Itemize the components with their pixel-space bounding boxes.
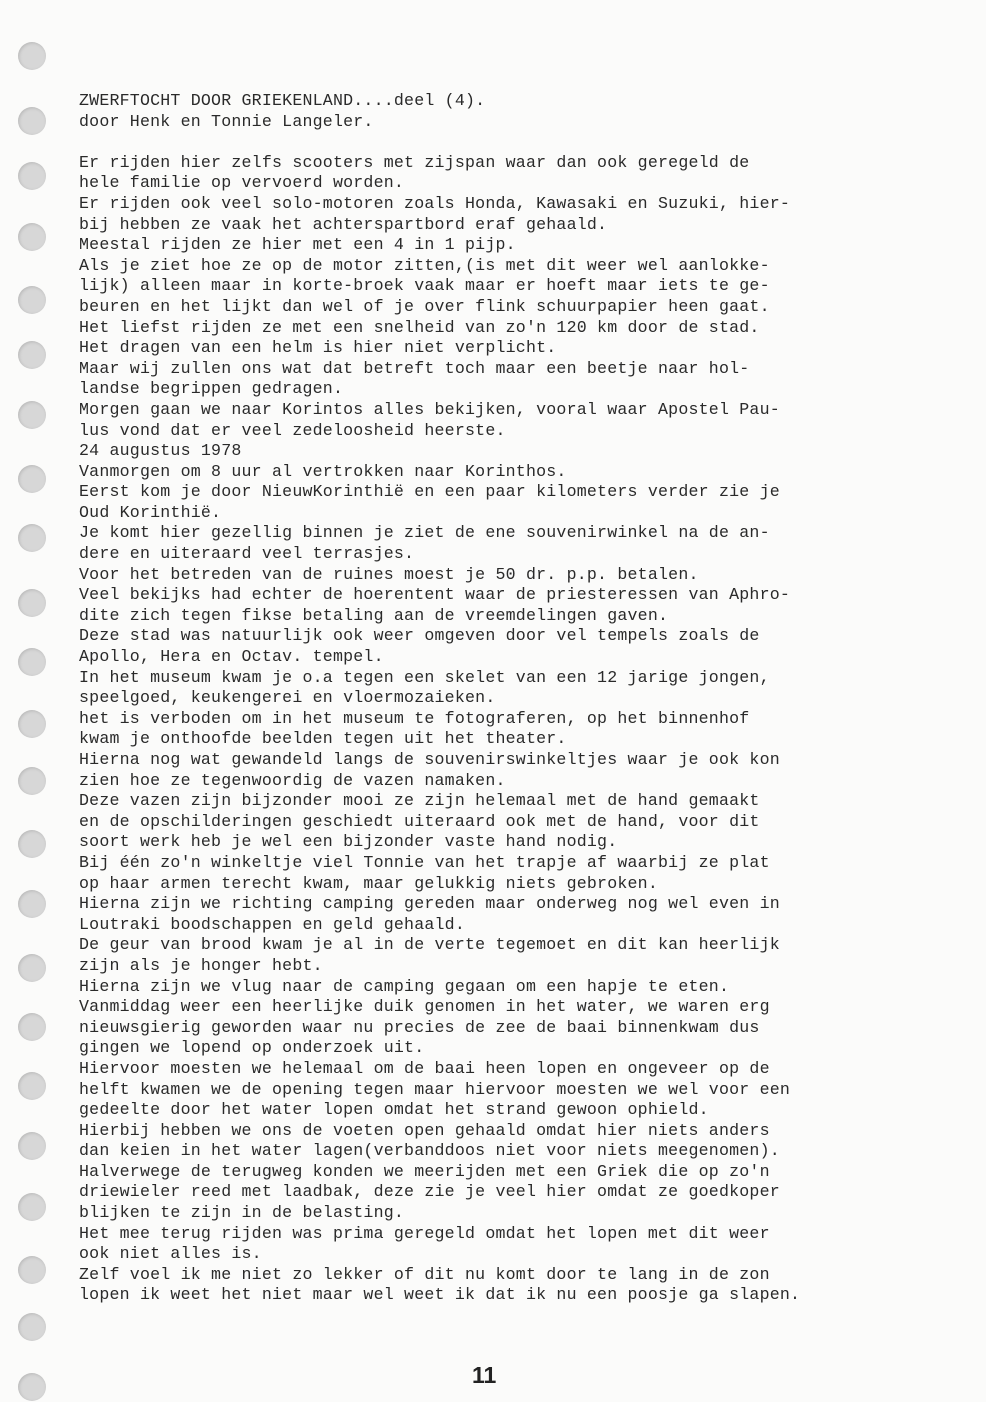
- text-line: het is verboden om in het museum te fotograferen, op het binnenhof: [79, 708, 750, 728]
- binder-hole-icon: [18, 830, 46, 858]
- text-line: Vanmiddag weer een heerlijke duik genomen in het water, we waren erg: [79, 997, 770, 1017]
- text-line: Hierna nog wat gewandeld langs de souvenirswinkeltjes waar je ook kon: [79, 750, 780, 769]
- binder-hole-icon: [18, 1256, 46, 1284]
- text-line: en de opschilderingen geschiedt uiteraard ook met de hand, voor dit: [79, 811, 760, 831]
- text-line: landse begrippen gedragen.: [79, 379, 344, 399]
- binder-holes: [18, 0, 48, 1402]
- document-body: [79, 91, 969, 1306]
- binder-hole-icon: [18, 890, 46, 918]
- text-line: gedeelte door het water lopen omdat het strand gewoon ophield.: [79, 1100, 709, 1120]
- text-line: Voor het betreden van de ruines moest je 50 dr. p.p. betalen.: [79, 564, 699, 584]
- text-line: beuren en het lijkt dan wel of je over flink schuurpapier heen gaat.: [79, 296, 770, 316]
- text-line: Je komt hier gezellig binnen je ziet de ene souvenirwinkel na de an-: [79, 523, 770, 543]
- text-line: lus vond dat er veel zedeloosheid heerste.: [79, 420, 506, 440]
- text-line: In het museum kwam je o.a tegen een skelet van een 12 jarige jongen,: [79, 667, 770, 687]
- text-line: Hierna zijn we vlug naar de camping gegaan om een hapje te eten.: [79, 976, 730, 996]
- text-line: dite zich tegen fikse betaling aan de vreemdelingen gaven.: [79, 605, 669, 625]
- binder-hole-icon: [18, 524, 46, 552]
- binder-hole-icon: [18, 107, 46, 135]
- text-line: Er rijden hier zelfs scooters met zijspan waar dan ook geregeld de: [79, 152, 750, 172]
- binder-hole-icon: [18, 1072, 46, 1100]
- text-line: hele familie op vervoerd worden.: [79, 173, 405, 193]
- text-line: Zelf voel ik me niet zo lekker of dit nu komt door te lang in de zon: [79, 1264, 770, 1284]
- page-number: 11: [472, 1362, 497, 1388]
- text-line: Eerst kom je door NieuwKorinthië en een paar kilometers verder zie je: [79, 482, 780, 502]
- text-line: Meestal rijden ze hier met een 4 in 1 pijp.: [79, 235, 516, 255]
- text-line: Morgen gaan we naar Korintos alles bekijken, vooral waar Apostel Pau-: [79, 399, 780, 419]
- text-line: helft kwamen we de opening tegen maar hiervoor moesten we wel voor een: [79, 1079, 791, 1099]
- text-line: Apollo, Hera en Octav. tempel.: [79, 647, 384, 667]
- binder-hole-icon: [18, 1193, 46, 1221]
- document-authors: door Henk en Tonnie Langeler.: [79, 111, 374, 131]
- text-line: lijk) alleen maar in korte-broek vaak maar er hoeft maar iets te ge-: [79, 276, 770, 296]
- binder-hole-icon: [18, 710, 46, 738]
- text-line: ook niet alles is.: [79, 1244, 262, 1264]
- text-line: Hierna zijn we richting camping gereden maar onderweg nog wel even in: [79, 894, 780, 914]
- binder-hole-icon: [18, 465, 46, 493]
- text-line: Loutraki boodschappen en geld gehaald.: [79, 914, 465, 934]
- binder-hole-icon: [18, 401, 46, 429]
- text-line: dan keien in het water lagen(verbanddoos niet voor niets meegenomen).: [79, 1141, 780, 1161]
- binder-hole-icon: [18, 162, 46, 190]
- text-line: bij hebben ze vaak het achterspartbord eraf gehaald.: [79, 214, 608, 234]
- text-line: kwam je onthoofde beelden tegen uit het theater.: [79, 729, 567, 749]
- text-line: Deze stad was natuurlijk ook weer omgeven door vel tempels zoals de: [79, 626, 760, 646]
- text-line: Halverwege de terugweg konden we meerijden met een Griek die op zo'n: [79, 1161, 770, 1181]
- text-line: blijken te zijn in de belasting.: [79, 1203, 405, 1223]
- text-line: Hiervoor moesten we helemaal om de baai heen lopen en ongeveer op de: [79, 1058, 770, 1078]
- text-line: Als je ziet hoe ze op de motor zitten,(is met dit weer wel aanlokke-: [79, 255, 770, 275]
- binder-hole-icon: [18, 341, 46, 369]
- binder-hole-icon: [18, 589, 46, 617]
- text-line: Vanmorgen om 8 uur al vertrokken naar Korinthos.: [79, 461, 567, 481]
- text-line: De geur van brood kwam je al in de verte tegemoet en dit kan heerlijk: [79, 935, 780, 955]
- text-line: zijn als je honger hebt.: [79, 955, 323, 975]
- binder-hole-icon: [18, 286, 46, 314]
- document-title: ZWERFTOCHT DOOR GRIEKENLAND....deel (4).: [79, 91, 486, 110]
- binder-hole-icon: [18, 1313, 46, 1341]
- binder-hole-icon: [18, 1373, 46, 1401]
- binder-hole-icon: [18, 1132, 46, 1160]
- binder-hole-icon: [18, 42, 46, 70]
- binder-hole-icon: [18, 767, 46, 795]
- text-line: Het liefst rijden ze met een snelheid van zo'n 120 km door de stad.: [79, 317, 760, 337]
- text-line: Het dragen van een helm is hier niet verplicht.: [79, 338, 557, 358]
- text-line: zien hoe ze tegenwoordig de vazen namaken.: [79, 770, 506, 790]
- text-line: nieuwsgierig geworden waar nu precies de zee de baai binnenkwam dus: [79, 1017, 760, 1037]
- document-text: [79, 153, 969, 1306]
- text-line: Bij één zo'n winkeltje viel Tonnie van het trapje af waarbij ze plat: [79, 852, 770, 872]
- text-line: 24 augustus 1978: [79, 441, 242, 461]
- text-line: dere en uiteraard veel terrasjes.: [79, 544, 415, 564]
- text-line: driewieler reed met laadbak, deze zie je veel hier omdat ze goedkoper: [79, 1182, 780, 1202]
- binder-hole-icon: [18, 1013, 46, 1041]
- text-line: Deze vazen zijn bijzonder mooi ze zijn helemaal met de hand gemaakt: [79, 791, 760, 811]
- text-line: Maar wij zullen ons wat dat betreft toch maar een beetje naar hol-: [79, 358, 750, 378]
- document-heading: [79, 91, 969, 132]
- text-line: soort werk heb je wel een bijzonder vaste hand nodig.: [79, 832, 618, 852]
- text-line: speelgoed, keukengerei en vloermozaieken.: [79, 688, 496, 708]
- text-line: Het mee terug rijden was prima geregeld omdat het lopen met dit weer: [79, 1223, 770, 1243]
- binder-hole-icon: [18, 954, 46, 982]
- binder-hole-icon: [18, 223, 46, 251]
- text-line: Hierbij hebben we ons de voeten open gehaald omdat hier niets anders: [79, 1120, 770, 1140]
- text-line: op haar armen terecht kwam, maar gelukkig niets gebroken.: [79, 873, 658, 893]
- text-line: gingen we lopend op onderzoek uit.: [79, 1038, 425, 1058]
- text-line: lopen ik weet het niet maar wel weet ik dat ik nu een poosje ga slapen.: [79, 1285, 801, 1305]
- text-line: Oud Korinthië.: [79, 502, 222, 522]
- text-line: Veel bekijks had echter de hoerentent waar de priesteressen van Aphro-: [79, 585, 791, 605]
- text-line: Er rijden ook veel solo-motoren zoals Honda, Kawasaki en Suzuki, hier-: [79, 193, 791, 213]
- binder-hole-icon: [18, 648, 46, 676]
